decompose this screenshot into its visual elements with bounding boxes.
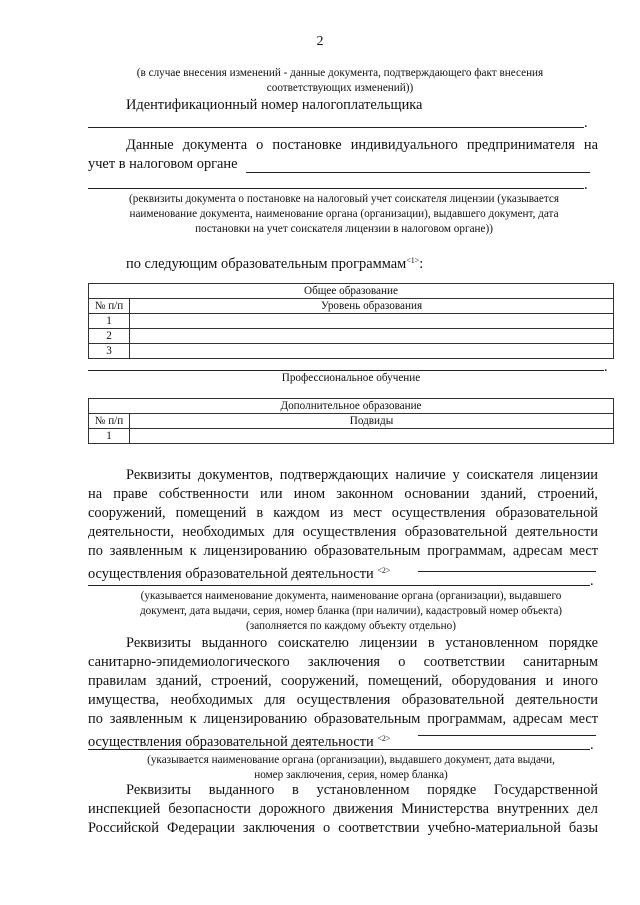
table-row: 2 xyxy=(89,329,614,344)
registration-field-2[interactable] xyxy=(88,188,584,189)
registration-line-1: Данные документа о постановке индивидуального предпринимателя на xyxy=(126,137,598,153)
table-row: 3 xyxy=(89,344,614,359)
inn-line[interactable] xyxy=(88,127,584,128)
registration-field-1[interactable] xyxy=(246,172,590,173)
gibdd-paragraph: Реквизиты выданного в установленном порядке Государственной инспекцией безопасности дорожного движения Министерства внутренних дел Российской Федерации заключения о соответствии учебно-материальной базы xyxy=(88,782,598,836)
professional-label: Профессиональное обучение xyxy=(281,372,421,384)
changes-note: (в случае внесения изменений - данные документа, подтверждающего факт внесения соответствующих изменений)) xyxy=(136,67,544,94)
professional-field[interactable] xyxy=(88,370,604,371)
level-cell[interactable] xyxy=(130,329,614,344)
sanitary-field-2[interactable] xyxy=(88,749,590,750)
additional-education-table xyxy=(88,398,614,444)
general-education-title: Общее образование xyxy=(89,284,614,299)
page-number: 2 xyxy=(316,34,324,49)
table-row: 1 xyxy=(89,314,614,329)
subtype-cell[interactable] xyxy=(130,429,614,444)
sanitary-field-1[interactable] xyxy=(418,735,596,736)
sanitary-note: (указывается наименование органа (организации), выдавшего документ, дата выдачи, номер заключения, серия, номер бланка) xyxy=(147,754,555,781)
additional-education-title: Дополнительное образование xyxy=(89,399,614,414)
property-paragraph: Реквизиты документов, подтверждающих наличие у соискателя лицензии на праве собственности или ином законном основании зданий, строений, сооружений, помещений в каждом из мест осуществления образовательной деятельности, необходимых для осуществления образовательной деятельности по заявленным к лицензированию образовательным программам, адресам мест осуществления образовательной деятельности $^{<2>}$ xyxy=(88,467,598,582)
sanitary-paragraph: Реквизиты выданного соискателю лицензии в установленном порядке санитарно-эпидемиологического заключения о соответствии санитарным правилам зданий, строений, сооружений, помещений, оборудования и иного имущества, необходимых для осуществления образовательной деятельности по заявленным к лицензированию образовательным программам, адресам мест осуществления образовательной деятельности $^{<2>}$ xyxy=(88,635,598,750)
property-field-2[interactable] xyxy=(88,585,590,586)
programs-intro: по следующим образовательным программам$^{<1>}$: xyxy=(126,256,424,272)
table-row: 1 xyxy=(89,429,614,444)
general-education-table xyxy=(88,283,614,359)
property-field-1[interactable] xyxy=(418,571,596,572)
level-cell[interactable] xyxy=(130,344,614,359)
col-level-header: Уровень образования xyxy=(130,299,614,314)
level-cell[interactable] xyxy=(130,314,614,329)
col-num-header: № п/п xyxy=(89,414,130,429)
property-note: (указывается наименование документа, наименование органа (организации), выдавшего документ, дата выдачи, серия, номер бланка (при наличии), кадастровый номер объекта) (заполняется по каждому объекту отдельно) xyxy=(139,590,563,632)
inn-label: Идентификационный номер налогоплательщика xyxy=(126,97,423,113)
col-sub-header: Подвиды xyxy=(130,414,614,429)
col-num-header: № п/п xyxy=(89,299,130,314)
registration-note: (реквизиты документа о постановке на налоговый учет соискателя лицензии (указывается наименование документа, наименование органа (организации), выдавшего документ, дата постановки на учет соискателя лицензии в налоговом органе)) xyxy=(129,193,559,235)
registration-line-2: учет в налоговом органе xyxy=(88,156,238,172)
